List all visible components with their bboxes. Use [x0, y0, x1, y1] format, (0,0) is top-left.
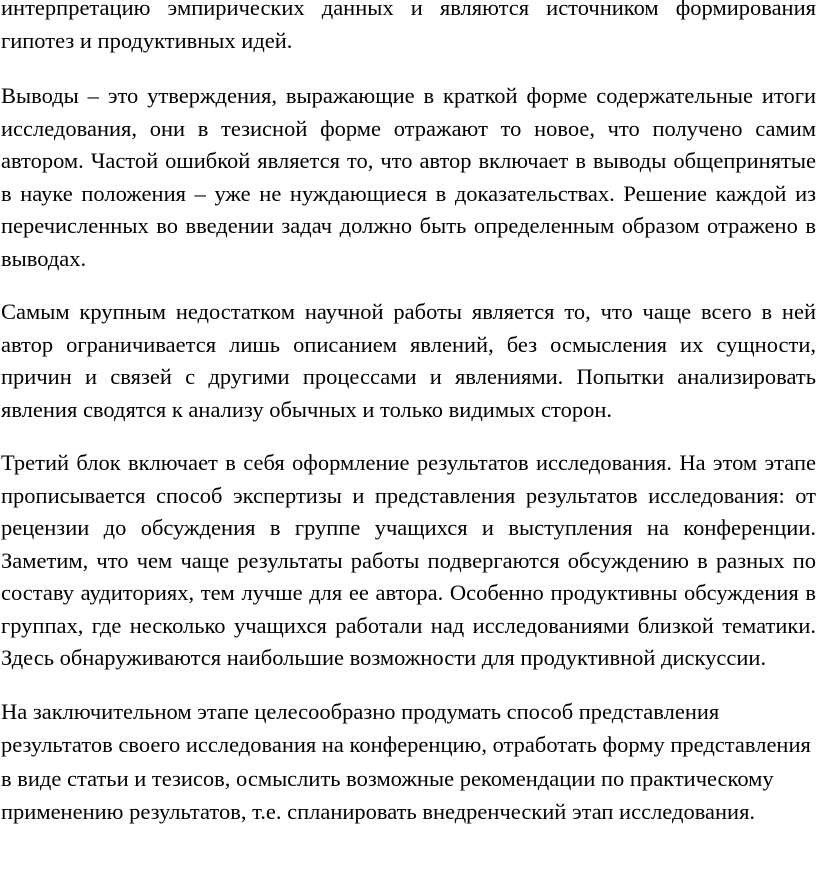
paragraph-final-stage: На заключительном этапе целесообразно продумать способ представления результатов своего исследования на конференцию, отработать форму представления в виде статьи и тезисов, осмыслить возможные рекомендации по практическому применению результатов, т.е. спланировать внедренческий этап исследования. [1, 698, 811, 824]
paragraph-third-block: Третий блок включает в себя оформление результатов исследования. На этом этапе прописывается способ экспертизы и представления результатов исследования: от рецензии до обсуждения в группе учащихся и выступления на конференции. Заметим, что чем чаще результаты работы подвергаются обсуждению в разных по составу аудиториях, тем лучше для ее автора. Особенно продуктивны обсуждения в группах, где несколько учащихся работали над исследованиями близкой тематики. Здесь обнаруживаются наибольшие возможности для продуктивной дискуссии. [1, 450, 816, 670]
paragraph-hypotheses: интерпретацию эмпирических данных и являются источником формирования гипотез и продуктивных идей. [1, 0, 816, 53]
paragraph-shortcomings: Самым крупным недостатком научной работы является то, что чаще всего в ней автор ограничивается лишь описанием явлений, без осмысления их сущности, причин и связей с другими процессами и явлениями. Попытки анализировать явления сводятся к анализу обычных и только видимых сторон. [1, 299, 816, 422]
paragraph-conclusions: Выводы – это утверждения, выражающие в краткой форме содержательные итоги исследования, они в тезисной форме отражают то новое, что получено самим автором. Частой ошибкой является то, что автор включает в выводы общепринятые в науке положения – уже не нуждающиеся в доказательствах. Решение каждой из перечисленных во введении задач должно быть определенным образом отражено в выводах. [1, 83, 816, 271]
